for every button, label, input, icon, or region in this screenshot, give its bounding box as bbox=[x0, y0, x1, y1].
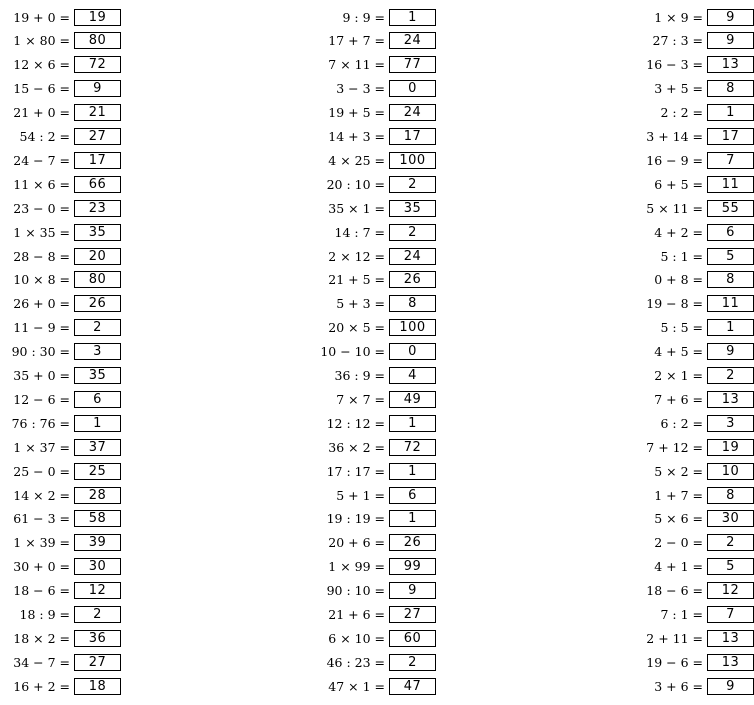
problem-column-1 bbox=[0, 7, 155, 697]
problem-expression: 6 + 5 = bbox=[654, 176, 703, 192]
problem-expression: 19 − 6 = bbox=[646, 654, 703, 670]
answer-box[interactable]: 7 bbox=[707, 152, 754, 169]
problem-row bbox=[315, 294, 754, 314]
problem-expression: 35 + 0 = bbox=[13, 368, 70, 383]
problem-row bbox=[315, 246, 754, 266]
answer-box[interactable]: 6 bbox=[389, 487, 436, 504]
problem-expression: 3 − 3 = bbox=[336, 81, 385, 97]
answer-box[interactable]: 26 bbox=[74, 295, 121, 312]
problem-expression: 16 + 2 = bbox=[13, 678, 70, 694]
answer-box[interactable]: 20 bbox=[74, 248, 121, 265]
answer-box[interactable]: 17 bbox=[389, 128, 436, 145]
problem-expression: 21 + 6 = bbox=[328, 607, 385, 622]
problem-expression: 26 + 0 = bbox=[13, 296, 70, 312]
problem-expression: 17 + 7 = bbox=[328, 33, 385, 49]
problem-expression: 18 − 6 = bbox=[13, 583, 70, 599]
problem-expression: 7 : 1 = bbox=[660, 607, 703, 622]
problem-row bbox=[315, 342, 754, 362]
answer-box[interactable]: 9 bbox=[707, 9, 754, 26]
answer-box[interactable]: 21 bbox=[74, 104, 121, 121]
answer-box[interactable]: 9 bbox=[389, 582, 436, 599]
problem-expression: 5 : 1 = bbox=[660, 248, 703, 264]
answer-box[interactable]: 27 bbox=[74, 654, 121, 671]
answer-box[interactable]: 30 bbox=[74, 558, 121, 575]
answer-box[interactable]: 18 bbox=[74, 678, 121, 695]
answer-box[interactable]: 13 bbox=[707, 391, 754, 408]
answer-box[interactable]: 9 bbox=[74, 80, 121, 97]
problem-row bbox=[0, 222, 121, 242]
problem-expression: 7 × 7 = bbox=[336, 391, 385, 407]
problem-expression: 2 × 1 = bbox=[654, 368, 703, 383]
problem-row bbox=[0, 7, 121, 27]
problem-row bbox=[0, 103, 121, 123]
problem-row bbox=[315, 413, 754, 433]
answer-box[interactable]: 100 bbox=[389, 319, 436, 336]
answer-box[interactable]: 7 bbox=[707, 606, 754, 623]
answer-box[interactable]: 66 bbox=[74, 176, 121, 193]
problem-row bbox=[315, 557, 754, 577]
answer-box[interactable]: 0 bbox=[389, 80, 436, 97]
answer-box[interactable]: 17 bbox=[74, 152, 121, 169]
problem-expression: 19 : 19 = bbox=[326, 511, 385, 527]
answer-box[interactable]: 8 bbox=[707, 487, 754, 504]
problem-expression: 14 : 7 = bbox=[334, 224, 385, 240]
problem-row bbox=[315, 174, 754, 194]
answer-box[interactable]: 0 bbox=[389, 343, 436, 360]
problem-row bbox=[0, 437, 121, 457]
problem-expression: 1 × 35 = bbox=[13, 224, 70, 240]
answer-box[interactable]: 60 bbox=[389, 630, 436, 647]
problem-expression: 20 × 5 = bbox=[328, 320, 385, 336]
answer-box[interactable]: 80 bbox=[74, 32, 121, 49]
problem-row bbox=[0, 652, 121, 672]
problem-row bbox=[0, 557, 121, 577]
answer-box[interactable]: 8 bbox=[389, 295, 436, 312]
problem-expression: 28 − 8 = bbox=[13, 248, 70, 264]
problem-expression: 18 : 9 = bbox=[19, 607, 70, 622]
problem-expression: 10 − 10 = bbox=[320, 344, 385, 360]
problem-expression: 7 × 11 = bbox=[328, 57, 385, 73]
problem-expression: 18 − 6 = bbox=[646, 583, 703, 599]
problem-row bbox=[315, 581, 754, 601]
answer-box[interactable]: 1 bbox=[389, 415, 436, 432]
problem-row bbox=[0, 676, 121, 696]
problem-expression: 24 − 7 = bbox=[13, 152, 70, 168]
answer-box[interactable]: 1 bbox=[389, 510, 436, 527]
answer-box[interactable]: 2 bbox=[707, 367, 754, 384]
problem-expression: 5 + 3 = bbox=[336, 296, 385, 312]
problem-expression: 4 + 1 = bbox=[654, 559, 703, 575]
answer-box[interactable]: 2 bbox=[389, 224, 436, 241]
problem-row bbox=[0, 198, 121, 218]
problem-expression: 16 − 9 = bbox=[646, 152, 703, 168]
answer-box[interactable]: 47 bbox=[389, 678, 436, 695]
problem-row bbox=[0, 127, 121, 147]
answer-box[interactable]: 2 bbox=[389, 176, 436, 193]
problem-expression: 90 : 10 = bbox=[326, 583, 385, 599]
worksheet bbox=[0, 7, 740, 697]
answer-box[interactable]: 9 bbox=[707, 32, 754, 49]
answer-box[interactable]: 24 bbox=[389, 248, 436, 265]
problem-expression: 3 + 5 = bbox=[654, 81, 703, 97]
problem-expression: 35 × 1 = bbox=[328, 200, 385, 216]
problem-expression: 21 + 0 = bbox=[13, 105, 70, 121]
problem-expression: 76 : 76 = bbox=[11, 415, 70, 431]
answer-box[interactable]: 49 bbox=[389, 391, 436, 408]
problem-expression: 1 × 99 = bbox=[328, 559, 385, 575]
problem-expression: 1 × 37 = bbox=[13, 439, 70, 455]
problem-row bbox=[0, 150, 121, 170]
problem-expression: 2 − 0 = bbox=[654, 535, 703, 551]
problem-expression: 4 + 2 = bbox=[654, 224, 703, 240]
problem-expression: 2 × 12 = bbox=[328, 248, 385, 264]
answer-box[interactable]: 72 bbox=[389, 439, 436, 456]
problem-expression: 1 × 39 = bbox=[13, 535, 70, 551]
answer-box[interactable]: 17 bbox=[707, 128, 754, 145]
answer-box[interactable]: 6 bbox=[707, 224, 754, 241]
answer-box[interactable]: 4 bbox=[389, 367, 436, 384]
answer-box[interactable]: 72 bbox=[74, 56, 121, 73]
problem-expression: 36 : 9 = bbox=[334, 368, 385, 383]
problem-expression: 14 + 3 = bbox=[328, 129, 385, 144]
answer-box[interactable]: 8 bbox=[707, 80, 754, 97]
problem-row bbox=[315, 7, 754, 27]
answer-box[interactable]: 58 bbox=[74, 510, 121, 527]
problem-row bbox=[0, 318, 121, 338]
problem-expression: 27 : 3 = bbox=[652, 33, 703, 49]
problem-expression: 20 : 10 = bbox=[326, 176, 385, 192]
problem-expression: 11 − 9 = bbox=[13, 320, 70, 336]
problem-expression: 46 : 23 = bbox=[326, 654, 385, 670]
problem-row bbox=[315, 55, 754, 75]
answer-box[interactable]: 2 bbox=[707, 534, 754, 551]
answer-box[interactable]: 9 bbox=[707, 678, 754, 695]
answer-box[interactable]: 8 bbox=[707, 271, 754, 288]
answer-box[interactable]: 30 bbox=[707, 510, 754, 527]
answer-box[interactable]: 28 bbox=[74, 487, 121, 504]
problem-row bbox=[0, 31, 121, 51]
problem-expression: 1 × 80 = bbox=[13, 33, 70, 49]
problem-expression: 6 × 10 = bbox=[328, 630, 385, 646]
problem-expression: 2 + 11 = bbox=[646, 630, 703, 646]
problem-row bbox=[0, 628, 121, 648]
answer-box[interactable]: 35 bbox=[74, 224, 121, 241]
answer-box[interactable]: 24 bbox=[389, 104, 436, 121]
answer-box[interactable]: 37 bbox=[74, 439, 121, 456]
answer-box[interactable]: 1 bbox=[707, 319, 754, 336]
answer-box[interactable]: 12 bbox=[74, 582, 121, 599]
problem-row bbox=[0, 581, 121, 601]
answer-box[interactable]: 3 bbox=[74, 343, 121, 360]
answer-box[interactable]: 39 bbox=[74, 534, 121, 551]
problem-row bbox=[315, 676, 754, 696]
problem-expression: 7 + 12 = bbox=[646, 439, 703, 455]
problem-expression: 20 + 6 = bbox=[328, 535, 385, 551]
problem-row bbox=[0, 246, 121, 266]
problem-row bbox=[315, 652, 754, 672]
answer-box[interactable]: 13 bbox=[707, 654, 754, 671]
problem-expression: 36 × 2 = bbox=[328, 439, 385, 455]
answer-box[interactable]: 80 bbox=[74, 271, 121, 288]
answer-box[interactable]: 1 bbox=[74, 415, 121, 432]
problem-row bbox=[315, 628, 754, 648]
problem-row bbox=[315, 150, 754, 170]
answer-box[interactable]: 19 bbox=[707, 439, 754, 456]
problem-row bbox=[0, 413, 121, 433]
problem-row bbox=[0, 342, 121, 362]
problem-expression: 15 − 6 = bbox=[13, 81, 70, 97]
problem-row bbox=[315, 222, 754, 242]
answer-box[interactable]: 27 bbox=[74, 128, 121, 145]
problem-expression: 17 : 17 = bbox=[326, 463, 385, 479]
problem-expression: 5 × 2 = bbox=[654, 463, 703, 479]
answer-box[interactable]: 5 bbox=[707, 248, 754, 265]
problem-row bbox=[315, 533, 754, 553]
answer-box[interactable]: 23 bbox=[74, 200, 121, 217]
problem-row bbox=[315, 198, 754, 218]
problem-column-3 bbox=[315, 7, 740, 697]
answer-box[interactable]: 25 bbox=[74, 463, 121, 480]
answer-box[interactable]: 26 bbox=[389, 271, 436, 288]
answer-box[interactable]: 3 bbox=[707, 415, 754, 432]
answer-box[interactable]: 13 bbox=[707, 56, 754, 73]
problem-expression: 3 + 14 = bbox=[646, 129, 703, 144]
answer-box[interactable]: 9 bbox=[707, 343, 754, 360]
problem-expression: 21 + 5 = bbox=[328, 272, 385, 288]
problem-row bbox=[315, 127, 754, 147]
answer-box[interactable]: 35 bbox=[74, 367, 121, 384]
problem-row bbox=[315, 79, 754, 99]
answer-box[interactable]: 35 bbox=[389, 200, 436, 217]
answer-box[interactable]: 13 bbox=[707, 630, 754, 647]
problem-expression: 6 : 2 = bbox=[660, 415, 703, 431]
problem-expression: 5 × 6 = bbox=[654, 511, 703, 527]
problem-expression: 7 + 6 = bbox=[654, 391, 703, 407]
problem-expression: 34 − 7 = bbox=[13, 654, 70, 670]
problem-row bbox=[0, 79, 121, 99]
problem-expression: 14 × 2 = bbox=[13, 487, 70, 503]
problem-row bbox=[315, 31, 754, 51]
problem-expression: 9 : 9 = bbox=[342, 9, 385, 25]
answer-box[interactable]: 2 bbox=[74, 606, 121, 623]
answer-box[interactable]: 26 bbox=[389, 534, 436, 551]
problem-expression: 47 × 1 = bbox=[328, 678, 385, 694]
problem-expression: 25 − 0 = bbox=[13, 463, 70, 479]
problem-expression: 0 + 8 = bbox=[654, 272, 703, 288]
problem-expression: 10 × 8 = bbox=[13, 272, 70, 288]
problem-row bbox=[315, 103, 754, 123]
problem-row bbox=[0, 389, 121, 409]
problem-row bbox=[315, 509, 754, 529]
problem-expression: 1 + 7 = bbox=[654, 487, 703, 503]
problem-row bbox=[0, 605, 121, 625]
problem-expression: 5 × 11 = bbox=[646, 200, 703, 216]
answer-box[interactable]: 11 bbox=[707, 176, 754, 193]
answer-box[interactable]: 77 bbox=[389, 56, 436, 73]
problem-row bbox=[315, 437, 754, 457]
problem-expression: 5 : 5 = bbox=[660, 320, 703, 336]
problem-expression: 1 × 9 = bbox=[654, 9, 703, 25]
answer-box[interactable]: 1 bbox=[389, 463, 436, 480]
answer-box[interactable]: 19 bbox=[74, 9, 121, 26]
answer-box[interactable]: 2 bbox=[74, 319, 121, 336]
problem-expression: 61 − 3 = bbox=[13, 511, 70, 527]
problem-row bbox=[0, 294, 121, 314]
answer-box[interactable]: 100 bbox=[389, 152, 436, 169]
problem-expression: 12 − 6 = bbox=[13, 391, 70, 407]
problem-expression: 90 : 30 = bbox=[11, 344, 70, 360]
answer-box[interactable]: 1 bbox=[389, 9, 436, 26]
answer-box[interactable]: 10 bbox=[707, 463, 754, 480]
answer-box[interactable]: 6 bbox=[74, 391, 121, 408]
problem-row bbox=[315, 318, 754, 338]
problem-row bbox=[0, 270, 121, 290]
answer-box[interactable]: 5 bbox=[707, 558, 754, 575]
answer-box[interactable]: 27 bbox=[389, 606, 436, 623]
answer-box[interactable]: 99 bbox=[389, 558, 436, 575]
problem-expression: 16 − 3 = bbox=[646, 57, 703, 73]
problem-row bbox=[315, 485, 754, 505]
problem-row bbox=[0, 366, 121, 386]
problem-row bbox=[315, 605, 754, 625]
problem-row bbox=[0, 461, 121, 481]
problem-column-2 bbox=[155, 7, 426, 697]
problem-row bbox=[0, 533, 121, 553]
problem-row bbox=[315, 270, 754, 290]
problem-row bbox=[315, 461, 754, 481]
problem-expression: 12 × 6 = bbox=[13, 57, 70, 73]
problem-expression: 11 × 6 = bbox=[13, 176, 70, 192]
problem-expression: 19 + 5 = bbox=[328, 105, 385, 121]
problem-expression: 18 × 2 = bbox=[13, 630, 70, 646]
answer-box[interactable]: 36 bbox=[74, 630, 121, 647]
problem-row bbox=[0, 174, 121, 194]
problem-expression: 54 : 2 = bbox=[19, 129, 70, 144]
problem-expression: 30 + 0 = bbox=[13, 559, 70, 575]
answer-box[interactable]: 1 bbox=[707, 104, 754, 121]
problem-row bbox=[315, 366, 754, 386]
answer-box[interactable]: 2 bbox=[389, 654, 436, 671]
problem-expression: 19 − 8 = bbox=[646, 296, 703, 312]
answer-box[interactable]: 55 bbox=[707, 200, 754, 217]
problem-expression: 23 − 0 = bbox=[13, 200, 70, 216]
problem-expression: 4 + 5 = bbox=[654, 344, 703, 360]
problem-row bbox=[0, 509, 121, 529]
problem-row bbox=[315, 389, 754, 409]
problem-expression: 12 : 12 = bbox=[326, 415, 385, 431]
problem-expression: 3 + 6 = bbox=[654, 678, 703, 694]
answer-box[interactable]: 12 bbox=[707, 582, 754, 599]
problem-row bbox=[0, 55, 121, 75]
problem-row bbox=[0, 485, 121, 505]
problem-expression: 2 : 2 = bbox=[660, 105, 703, 121]
problem-expression: 19 + 0 = bbox=[13, 9, 70, 25]
problem-expression: 5 + 1 = bbox=[336, 487, 385, 503]
answer-box[interactable]: 11 bbox=[707, 295, 754, 312]
answer-box[interactable]: 24 bbox=[389, 32, 436, 49]
problem-expression: 4 × 25 = bbox=[328, 152, 385, 168]
